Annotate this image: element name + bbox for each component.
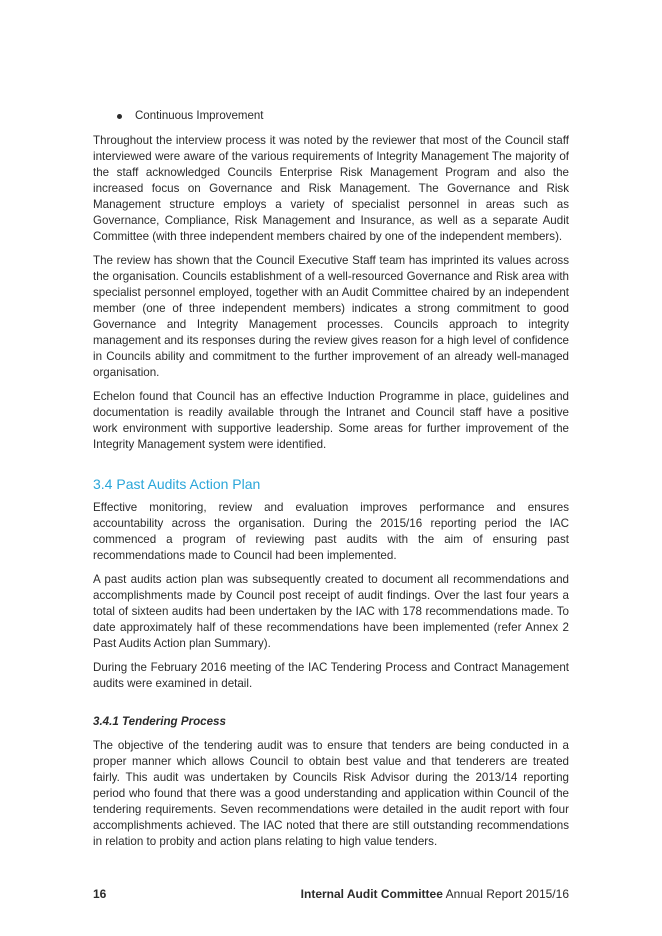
subsection-heading: 3.4.1 Tendering Process [93,715,226,728]
page-footer [93,886,569,902]
section-heading: 3.4 Past Audits Action Plan [93,476,261,492]
paragraph-echelon-findings: Echelon found that Council has an effective Induction Programme in place, guidelines and documentation is readily available through the Intranet and Council staff have a positive work environment with supportive leadership. Some areas for further improvement of the Integrity Management system were identified. [93,390,569,451]
paragraph-tendering-objective: The objective of the tendering audit was to ensure that tenders are being conducted in a proper manner which allows Council to obtain best value and that tenderers are treated fairly. This audit was undertaken by Councils Risk Advisor during the 2013/14 reporting period who found that there was a good understanding and application within Council of the tendering requirements. Seven recommendations were detailed in the audit report with four accomplishments achieved. The IAC noted that there are still outstanding recommendations in relation to probity and action plans relating to high value tenders. [93,739,569,848]
bullet-dot-icon [117,114,122,119]
paragraph-action-plan: A past audits action plan was subsequently created to document all recommendations and accomplishments made by Council post receipt of audit findings. Over the last four years a total of sixteen audits had been undertaken by the IAC with 178 recommendations made. To date approximately half of these recommendations have been implemented (refer Annex 2 Past Audits Action plan Summary). [93,573,569,650]
paragraph-interview-process: Throughout the interview process it was noted by the reviewer that most of the Council staff interviewed were aware of the various requirements of Integrity Management The majority of the staff acknowledged Councils Enterprise Risk Management Program and also the increased focus on Governance and Risk Management. The Governance and Risk Management structure employs a variety of specialist personnel in areas such as Governance, Compliance, Risk Management and Insurance, as well as a separate Audit Committee (with three independent members chaired by one of the independent members). [93,134,569,243]
paragraph-february-meeting: During the February 2016 meeting of the IAC Tendering Process and Contract Management audits were examined in detail. [93,661,569,690]
footer-title-rest: Annual Report 2015/16 [442,887,569,901]
paragraph-review-findings: The review has shown that the Council Executive Staff team has imprinted its values across the organisation. Councils establishment of a well-resourced Governance and Risk area with specialist personnel employed, together with an Audit Committee chaired by an independent member (one of three independent members) indicates a strong commitment to good Governance and Integrity Management processes. Councils approach to integrity management and its responses during the review gives reason for a high level of confidence in Councils ability and commitment to the further improvement of an already well-managed organisation. [93,254,569,379]
bullet-item [117,108,569,124]
paragraph-monitoring: Effective monitoring, review and evaluation improves performance and ensures accountability across the organisation. During the 2015/16 reporting period the IAC commenced a program of reviewing past audits with the aim of ensuring past recommendations made to Council had been implemented. [93,501,569,562]
footer-title-bold: Internal Audit Committee [300,887,443,901]
bullet-text: Continuous Improvement [135,110,264,122]
page-content [93,108,569,858]
page-number: 16 [93,887,107,901]
footer-report-title [301,886,569,902]
